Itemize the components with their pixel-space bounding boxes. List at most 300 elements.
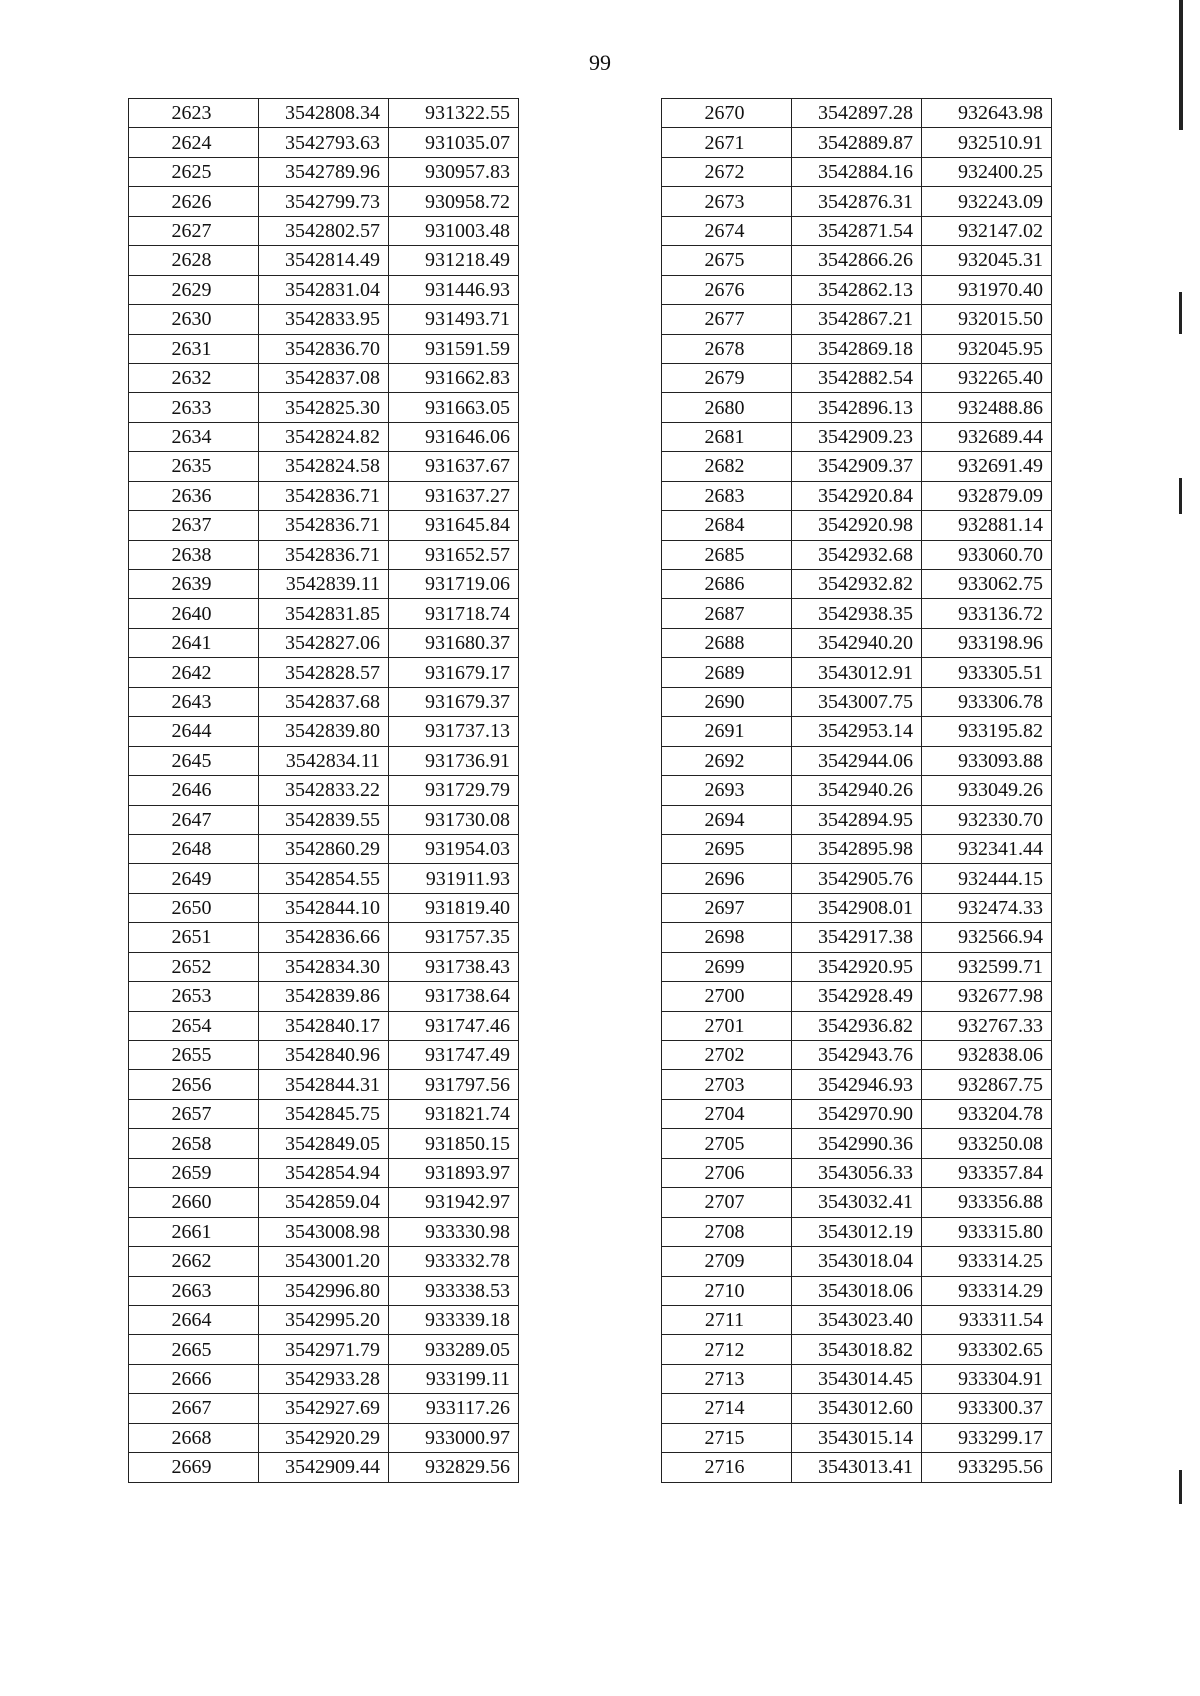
point-number-cell: 2683	[662, 481, 792, 510]
point-number-cell: 2684	[662, 511, 792, 540]
y-coordinate-cell: 932879.09	[922, 481, 1052, 510]
x-coordinate-cell: 3542854.55	[259, 864, 389, 893]
x-coordinate-cell: 3542909.23	[792, 422, 922, 451]
table-row	[129, 422, 519, 451]
x-coordinate-cell: 3542839.11	[259, 570, 389, 599]
y-coordinate-cell: 931322.55	[389, 99, 519, 128]
point-number-cell: 2685	[662, 540, 792, 569]
point-number-cell: 2645	[129, 746, 259, 775]
point-number-cell: 2639	[129, 570, 259, 599]
y-coordinate-cell: 931718.74	[389, 599, 519, 628]
table-row	[129, 393, 519, 422]
point-number-cell: 2711	[662, 1305, 792, 1334]
table-row	[662, 452, 1052, 481]
point-number-cell: 2662	[129, 1247, 259, 1276]
table-row	[129, 128, 519, 157]
y-coordinate-cell: 932566.94	[922, 923, 1052, 952]
point-number-cell: 2638	[129, 540, 259, 569]
x-coordinate-cell: 3542836.70	[259, 334, 389, 363]
x-coordinate-cell: 3542839.86	[259, 982, 389, 1011]
x-coordinate-cell: 3542799.73	[259, 187, 389, 216]
point-number-cell: 2656	[129, 1070, 259, 1099]
point-number-cell: 2653	[129, 982, 259, 1011]
point-number-cell: 2693	[662, 776, 792, 805]
coordinate-table-left	[128, 98, 519, 1483]
point-number-cell: 2636	[129, 481, 259, 510]
table-row	[129, 952, 519, 981]
x-coordinate-cell: 3542905.76	[792, 864, 922, 893]
point-number-cell: 2635	[129, 452, 259, 481]
x-coordinate-cell: 3542970.90	[792, 1099, 922, 1128]
point-number-cell: 2666	[129, 1364, 259, 1393]
x-coordinate-cell: 3543032.41	[792, 1188, 922, 1217]
point-number-cell: 2675	[662, 246, 792, 275]
x-coordinate-cell: 3543015.14	[792, 1423, 922, 1452]
table-row	[662, 1423, 1052, 1452]
table-row	[662, 305, 1052, 334]
point-number-cell: 2647	[129, 805, 259, 834]
table-row	[662, 1305, 1052, 1334]
y-coordinate-cell: 931663.05	[389, 393, 519, 422]
point-number-cell: 2657	[129, 1099, 259, 1128]
point-number-cell: 2627	[129, 216, 259, 245]
table-row	[129, 834, 519, 863]
table-row	[129, 246, 519, 275]
point-number-cell: 2706	[662, 1158, 792, 1187]
point-number-cell: 2695	[662, 834, 792, 863]
y-coordinate-cell: 932677.98	[922, 982, 1052, 1011]
table-row	[662, 1276, 1052, 1305]
x-coordinate-cell: 3542920.98	[792, 511, 922, 540]
table-row	[662, 1453, 1052, 1482]
x-coordinate-cell: 3542940.26	[792, 776, 922, 805]
x-coordinate-cell: 3542825.30	[259, 393, 389, 422]
point-number-cell: 2697	[662, 893, 792, 922]
point-number-cell: 2652	[129, 952, 259, 981]
x-coordinate-cell: 3542932.82	[792, 570, 922, 599]
x-coordinate-cell: 3542833.22	[259, 776, 389, 805]
point-number-cell: 2690	[662, 687, 792, 716]
point-number-cell: 2712	[662, 1335, 792, 1364]
x-coordinate-cell: 3542845.75	[259, 1099, 389, 1128]
point-number-cell: 2676	[662, 275, 792, 304]
y-coordinate-cell: 930958.72	[389, 187, 519, 216]
y-coordinate-cell: 933062.75	[922, 570, 1052, 599]
y-coordinate-cell: 932643.98	[922, 99, 1052, 128]
x-coordinate-cell: 3542920.84	[792, 481, 922, 510]
y-coordinate-cell: 933357.84	[922, 1158, 1052, 1187]
x-coordinate-cell: 3542824.82	[259, 422, 389, 451]
y-coordinate-cell: 931797.56	[389, 1070, 519, 1099]
point-number-cell: 2691	[662, 717, 792, 746]
y-coordinate-cell: 933198.96	[922, 628, 1052, 657]
table-row	[662, 952, 1052, 981]
x-coordinate-cell: 3542927.69	[259, 1394, 389, 1423]
y-coordinate-cell: 932045.95	[922, 334, 1052, 363]
y-coordinate-cell: 933204.78	[922, 1099, 1052, 1128]
point-number-cell: 2679	[662, 363, 792, 392]
x-coordinate-cell: 3542824.58	[259, 452, 389, 481]
table-row	[662, 99, 1052, 128]
table-row	[662, 511, 1052, 540]
y-coordinate-cell: 931911.93	[389, 864, 519, 893]
table-row	[129, 1305, 519, 1334]
table-row	[662, 187, 1052, 216]
table-row	[129, 481, 519, 510]
point-number-cell: 2699	[662, 952, 792, 981]
x-coordinate-cell: 3542909.44	[259, 1453, 389, 1482]
point-number-cell: 2709	[662, 1247, 792, 1276]
y-coordinate-cell: 931679.37	[389, 687, 519, 716]
table-row	[129, 1217, 519, 1246]
y-coordinate-cell: 931821.74	[389, 1099, 519, 1128]
y-coordinate-cell: 932045.31	[922, 246, 1052, 275]
x-coordinate-cell: 3543014.45	[792, 1364, 922, 1393]
x-coordinate-cell: 3542884.16	[792, 157, 922, 186]
point-number-cell: 2650	[129, 893, 259, 922]
y-coordinate-cell: 933049.26	[922, 776, 1052, 805]
y-coordinate-cell: 931652.57	[389, 540, 519, 569]
point-number-cell: 2625	[129, 157, 259, 186]
x-coordinate-cell: 3542836.66	[259, 923, 389, 952]
x-coordinate-cell: 3542867.21	[792, 305, 922, 334]
x-coordinate-cell: 3542837.08	[259, 363, 389, 392]
point-number-cell: 2623	[129, 99, 259, 128]
point-number-cell: 2630	[129, 305, 259, 334]
y-coordinate-cell: 932510.91	[922, 128, 1052, 157]
y-coordinate-cell: 932243.09	[922, 187, 1052, 216]
y-coordinate-cell: 933195.82	[922, 717, 1052, 746]
x-coordinate-cell: 3542836.71	[259, 540, 389, 569]
x-coordinate-cell: 3543012.91	[792, 658, 922, 687]
point-number-cell: 2687	[662, 599, 792, 628]
point-number-cell: 2689	[662, 658, 792, 687]
y-coordinate-cell: 933314.29	[922, 1276, 1052, 1305]
y-coordinate-cell: 931747.46	[389, 1011, 519, 1040]
x-coordinate-cell: 3542928.49	[792, 982, 922, 1011]
point-number-cell: 2696	[662, 864, 792, 893]
point-number-cell: 2716	[662, 1453, 792, 1482]
x-coordinate-cell: 3542789.96	[259, 157, 389, 186]
scan-edge-mark	[1179, 1470, 1182, 1504]
table-row	[129, 717, 519, 746]
x-coordinate-cell: 3542839.80	[259, 717, 389, 746]
y-coordinate-cell: 932689.44	[922, 422, 1052, 451]
table-row	[662, 746, 1052, 775]
x-coordinate-cell: 3543012.60	[792, 1394, 922, 1423]
y-coordinate-cell: 933338.53	[389, 1276, 519, 1305]
x-coordinate-cell: 3542860.29	[259, 834, 389, 863]
x-coordinate-cell: 3542871.54	[792, 216, 922, 245]
y-coordinate-cell: 932488.86	[922, 393, 1052, 422]
point-number-cell: 2703	[662, 1070, 792, 1099]
point-number-cell: 2680	[662, 393, 792, 422]
point-number-cell: 2707	[662, 1188, 792, 1217]
x-coordinate-cell: 3542833.95	[259, 305, 389, 334]
y-coordinate-cell: 932767.33	[922, 1011, 1052, 1040]
y-coordinate-cell: 931737.13	[389, 717, 519, 746]
point-number-cell: 2646	[129, 776, 259, 805]
point-number-cell: 2637	[129, 511, 259, 540]
table-row	[129, 452, 519, 481]
x-coordinate-cell: 3543018.82	[792, 1335, 922, 1364]
table-row	[129, 923, 519, 952]
y-coordinate-cell: 933199.11	[389, 1364, 519, 1393]
scan-edge-mark	[1179, 292, 1182, 334]
table-row	[129, 540, 519, 569]
table-row	[129, 805, 519, 834]
y-coordinate-cell: 932474.33	[922, 893, 1052, 922]
x-coordinate-cell: 3542834.30	[259, 952, 389, 981]
point-number-cell: 2667	[129, 1394, 259, 1423]
y-coordinate-cell: 932265.40	[922, 363, 1052, 392]
x-coordinate-cell: 3542840.17	[259, 1011, 389, 1040]
y-coordinate-cell: 932867.75	[922, 1070, 1052, 1099]
x-coordinate-cell: 3542840.96	[259, 1041, 389, 1070]
point-number-cell: 2651	[129, 923, 259, 952]
table-row	[129, 893, 519, 922]
y-coordinate-cell: 931893.97	[389, 1158, 519, 1187]
scan-edge-mark	[1179, 478, 1182, 514]
point-number-cell: 2678	[662, 334, 792, 363]
point-number-cell: 2631	[129, 334, 259, 363]
x-coordinate-cell: 3543018.04	[792, 1247, 922, 1276]
table-row	[662, 275, 1052, 304]
y-coordinate-cell: 932881.14	[922, 511, 1052, 540]
x-coordinate-cell: 3542844.10	[259, 893, 389, 922]
x-coordinate-cell: 3542971.79	[259, 1335, 389, 1364]
point-number-cell: 2708	[662, 1217, 792, 1246]
y-coordinate-cell: 932147.02	[922, 216, 1052, 245]
x-coordinate-cell: 3542839.55	[259, 805, 389, 834]
point-number-cell: 2660	[129, 1188, 259, 1217]
coordinate-table-right-body	[662, 99, 1052, 1483]
y-coordinate-cell: 931662.83	[389, 363, 519, 392]
x-coordinate-cell: 3542996.80	[259, 1276, 389, 1305]
point-number-cell: 2654	[129, 1011, 259, 1040]
point-number-cell: 2681	[662, 422, 792, 451]
table-row	[129, 864, 519, 893]
y-coordinate-cell: 933315.80	[922, 1217, 1052, 1246]
point-number-cell: 2682	[662, 452, 792, 481]
y-coordinate-cell: 933339.18	[389, 1305, 519, 1334]
x-coordinate-cell: 3542938.35	[792, 599, 922, 628]
point-number-cell: 2640	[129, 599, 259, 628]
y-coordinate-cell: 931035.07	[389, 128, 519, 157]
y-coordinate-cell: 931747.49	[389, 1041, 519, 1070]
table-row	[129, 628, 519, 657]
table-row	[129, 216, 519, 245]
table-row	[129, 99, 519, 128]
x-coordinate-cell: 3542828.57	[259, 658, 389, 687]
y-coordinate-cell: 932015.50	[922, 305, 1052, 334]
table-row	[129, 305, 519, 334]
x-coordinate-cell: 3542920.95	[792, 952, 922, 981]
point-number-cell: 2633	[129, 393, 259, 422]
y-coordinate-cell: 933302.65	[922, 1335, 1052, 1364]
point-number-cell: 2669	[129, 1453, 259, 1482]
point-number-cell: 2663	[129, 1276, 259, 1305]
point-number-cell: 2665	[129, 1335, 259, 1364]
x-coordinate-cell: 3542831.04	[259, 275, 389, 304]
point-number-cell: 2659	[129, 1158, 259, 1187]
table-row	[129, 1423, 519, 1452]
y-coordinate-cell: 932599.71	[922, 952, 1052, 981]
table-row	[662, 481, 1052, 510]
point-number-cell: 2677	[662, 305, 792, 334]
table-row	[129, 599, 519, 628]
y-coordinate-cell: 933117.26	[389, 1394, 519, 1423]
y-coordinate-cell: 932829.56	[389, 1453, 519, 1482]
x-coordinate-cell: 3542837.68	[259, 687, 389, 716]
x-coordinate-cell: 3542943.76	[792, 1041, 922, 1070]
y-coordinate-cell: 933314.25	[922, 1247, 1052, 1276]
coordinate-table-left-body	[129, 99, 519, 1483]
x-coordinate-cell: 3543023.40	[792, 1305, 922, 1334]
table-row	[662, 1011, 1052, 1040]
y-coordinate-cell: 933305.51	[922, 658, 1052, 687]
point-number-cell: 2632	[129, 363, 259, 392]
y-coordinate-cell: 932838.06	[922, 1041, 1052, 1070]
y-coordinate-cell: 932330.70	[922, 805, 1052, 834]
table-row	[662, 1158, 1052, 1187]
x-coordinate-cell: 3542990.36	[792, 1129, 922, 1158]
table-row	[662, 805, 1052, 834]
x-coordinate-cell: 3542866.26	[792, 246, 922, 275]
point-number-cell: 2698	[662, 923, 792, 952]
y-coordinate-cell: 931003.48	[389, 216, 519, 245]
x-coordinate-cell: 3543018.06	[792, 1276, 922, 1305]
table-row	[129, 1011, 519, 1040]
y-coordinate-cell: 932400.25	[922, 157, 1052, 186]
y-coordinate-cell: 931738.64	[389, 982, 519, 1011]
table-row	[662, 128, 1052, 157]
y-coordinate-cell: 930957.83	[389, 157, 519, 186]
point-number-cell: 2642	[129, 658, 259, 687]
table-row	[129, 1129, 519, 1158]
y-coordinate-cell: 931730.08	[389, 805, 519, 834]
x-coordinate-cell: 3542849.05	[259, 1129, 389, 1158]
x-coordinate-cell: 3542953.14	[792, 717, 922, 746]
y-coordinate-cell: 931218.49	[389, 246, 519, 275]
x-coordinate-cell: 3542854.94	[259, 1158, 389, 1187]
y-coordinate-cell: 933306.78	[922, 687, 1052, 716]
table-row	[129, 1276, 519, 1305]
table-row	[662, 393, 1052, 422]
y-coordinate-cell: 933136.72	[922, 599, 1052, 628]
point-number-cell: 2634	[129, 422, 259, 451]
x-coordinate-cell: 3542936.82	[792, 1011, 922, 1040]
y-coordinate-cell: 931679.17	[389, 658, 519, 687]
x-coordinate-cell: 3542844.31	[259, 1070, 389, 1099]
y-coordinate-cell: 933332.78	[389, 1247, 519, 1276]
y-coordinate-cell: 933299.17	[922, 1423, 1052, 1452]
table-row	[129, 334, 519, 363]
table-row	[662, 157, 1052, 186]
table-row	[129, 1364, 519, 1393]
y-coordinate-cell: 933295.56	[922, 1453, 1052, 1482]
x-coordinate-cell: 3542920.29	[259, 1423, 389, 1452]
x-coordinate-cell: 3542933.28	[259, 1364, 389, 1393]
point-number-cell: 2710	[662, 1276, 792, 1305]
y-coordinate-cell: 933093.88	[922, 746, 1052, 775]
table-row	[662, 717, 1052, 746]
point-number-cell: 2626	[129, 187, 259, 216]
y-coordinate-cell: 931942.97	[389, 1188, 519, 1217]
x-coordinate-cell: 3542908.01	[792, 893, 922, 922]
x-coordinate-cell: 3542869.18	[792, 334, 922, 363]
y-coordinate-cell: 932444.15	[922, 864, 1052, 893]
x-coordinate-cell: 3542897.28	[792, 99, 922, 128]
point-number-cell: 2664	[129, 1305, 259, 1334]
table-row	[662, 599, 1052, 628]
y-coordinate-cell: 931850.15	[389, 1129, 519, 1158]
x-coordinate-cell: 3542831.85	[259, 599, 389, 628]
point-number-cell: 2661	[129, 1217, 259, 1246]
table-row	[662, 334, 1052, 363]
point-number-cell: 2705	[662, 1129, 792, 1158]
point-number-cell: 2692	[662, 746, 792, 775]
x-coordinate-cell: 3542894.95	[792, 805, 922, 834]
x-coordinate-cell: 3542834.11	[259, 746, 389, 775]
point-number-cell: 2658	[129, 1129, 259, 1158]
table-row	[662, 687, 1052, 716]
x-coordinate-cell: 3543001.20	[259, 1247, 389, 1276]
x-coordinate-cell: 3542940.20	[792, 628, 922, 657]
x-coordinate-cell: 3542814.49	[259, 246, 389, 275]
table-row	[662, 776, 1052, 805]
table-row	[662, 422, 1052, 451]
y-coordinate-cell: 931637.67	[389, 452, 519, 481]
table-row	[129, 746, 519, 775]
x-coordinate-cell: 3542836.71	[259, 481, 389, 510]
table-row	[129, 1247, 519, 1276]
x-coordinate-cell: 3542859.04	[259, 1188, 389, 1217]
point-number-cell: 2714	[662, 1394, 792, 1423]
y-coordinate-cell: 931970.40	[922, 275, 1052, 304]
table-row	[129, 1099, 519, 1128]
x-coordinate-cell: 3543007.75	[792, 687, 922, 716]
table-row	[662, 1217, 1052, 1246]
coordinate-table-right	[661, 98, 1052, 1483]
x-coordinate-cell: 3542808.34	[259, 99, 389, 128]
table-row	[129, 658, 519, 687]
scan-edge-mark	[1179, 0, 1183, 130]
table-row	[129, 687, 519, 716]
table-row	[662, 923, 1052, 952]
point-number-cell: 2700	[662, 982, 792, 1011]
point-number-cell: 2655	[129, 1041, 259, 1070]
y-coordinate-cell: 933060.70	[922, 540, 1052, 569]
y-coordinate-cell: 931645.84	[389, 511, 519, 540]
y-coordinate-cell: 933304.91	[922, 1364, 1052, 1393]
y-coordinate-cell: 933250.08	[922, 1129, 1052, 1158]
table-row	[129, 1041, 519, 1070]
table-row	[662, 1188, 1052, 1217]
table-row	[129, 1453, 519, 1482]
point-number-cell: 2624	[129, 128, 259, 157]
table-row	[129, 1335, 519, 1364]
table-row	[129, 1158, 519, 1187]
table-row	[662, 1394, 1052, 1423]
table-row	[129, 1188, 519, 1217]
table-row	[662, 982, 1052, 1011]
table-row	[129, 1394, 519, 1423]
table-row	[129, 187, 519, 216]
y-coordinate-cell: 933330.98	[389, 1217, 519, 1246]
y-coordinate-cell: 932341.44	[922, 834, 1052, 863]
table-row	[129, 363, 519, 392]
